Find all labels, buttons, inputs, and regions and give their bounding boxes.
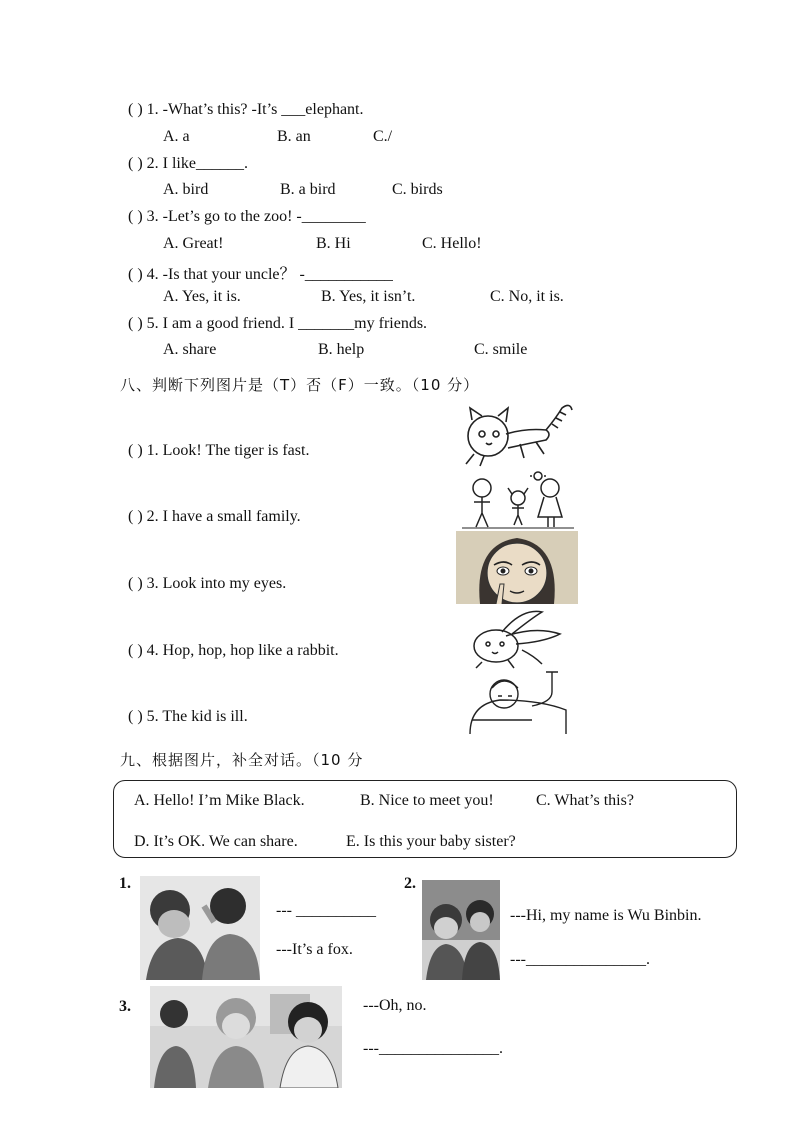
section8-title: 八、判断下列图片是（T）否（F）一致。（10 分）: [120, 376, 480, 394]
q3-stem: ( ) 3. -Let’s go to the zoo! -________: [128, 208, 366, 225]
ill-kid-picture: [462, 666, 572, 736]
q1-option-c: C./: [373, 128, 393, 145]
dialog-1-picture: [140, 876, 260, 980]
dialog-option-b: B. Nice to meet you!: [360, 792, 494, 809]
dialog-2-line2: ---_______________.: [510, 951, 650, 968]
q1-option-a: A. a: [163, 128, 190, 145]
q4-option-b: B. Yes, it isn’t.: [321, 288, 416, 305]
q5-option-a: A. share: [163, 341, 217, 358]
tiger-picture: [460, 398, 576, 470]
dialog-3-number: 3.: [119, 998, 131, 1015]
dialog-2-number: 2.: [404, 875, 416, 892]
q3-option-b: B. Hi: [316, 235, 351, 252]
q4-option-c: C. No, it is.: [490, 288, 564, 305]
q2-option-b: B. a bird: [280, 181, 336, 198]
dialog-3-line2: ---_______________.: [363, 1040, 503, 1057]
rabbit-picture: [462, 606, 566, 670]
q4-stem: ( ) 4. -Is that your uncle？ -___________: [128, 266, 393, 283]
family-picture: [462, 470, 574, 530]
judge-item-3: ( ) 3. Look into my eyes.: [128, 575, 287, 592]
dialog-1-line1: --- __________: [276, 902, 376, 919]
dialog-1-number: 1.: [119, 875, 131, 892]
q2-stem: ( ) 2. I like______.: [128, 155, 248, 172]
q4-option-a: A. Yes, it is.: [163, 288, 241, 305]
dialog-option-c: C. What’s this?: [536, 792, 634, 809]
q1-option-b: B. an: [277, 128, 311, 145]
judge-item-2: ( ) 2. I have a small family.: [128, 508, 301, 525]
dialog-3-line1: ---Oh, no.: [363, 997, 427, 1014]
judge-item-1: ( ) 1. Look! The tiger is fast.: [128, 442, 310, 459]
q2-option-a: A. bird: [163, 181, 209, 198]
section9-title: 九、根据图片，补全对话。（10 分: [120, 751, 364, 769]
dialog-2-picture: [422, 880, 500, 980]
dialog-3-picture: [150, 986, 342, 1088]
dialog-option-a: A. Hello! I’m Mike Black.: [134, 792, 305, 809]
eyes-picture: [456, 531, 578, 604]
q1-stem: ( ) 1. -What’s this? -It’s ___elephant.: [128, 101, 364, 118]
judge-item-5: ( ) 5. The kid is ill.: [128, 708, 248, 725]
q5-option-b: B. help: [318, 341, 365, 358]
dialog-1-line2: ---It’s a fox.: [276, 941, 353, 958]
dialog-2-line1: ---Hi, my name is Wu Binbin.: [510, 907, 702, 924]
q2-option-c: C. birds: [392, 181, 443, 198]
q3-option-c: C. Hello!: [422, 235, 482, 252]
dialog-option-d: D. It’s OK. We can share.: [134, 833, 298, 850]
q5-option-c: C. smile: [474, 341, 528, 358]
judge-item-4: ( ) 4. Hop, hop, hop like a rabbit.: [128, 642, 339, 659]
q3-option-a: A. Great!: [163, 235, 224, 252]
dialog-option-e: E. Is this your baby sister?: [346, 833, 516, 850]
q5-stem: ( ) 5. I am a good friend. I _______my friends.: [128, 315, 428, 332]
